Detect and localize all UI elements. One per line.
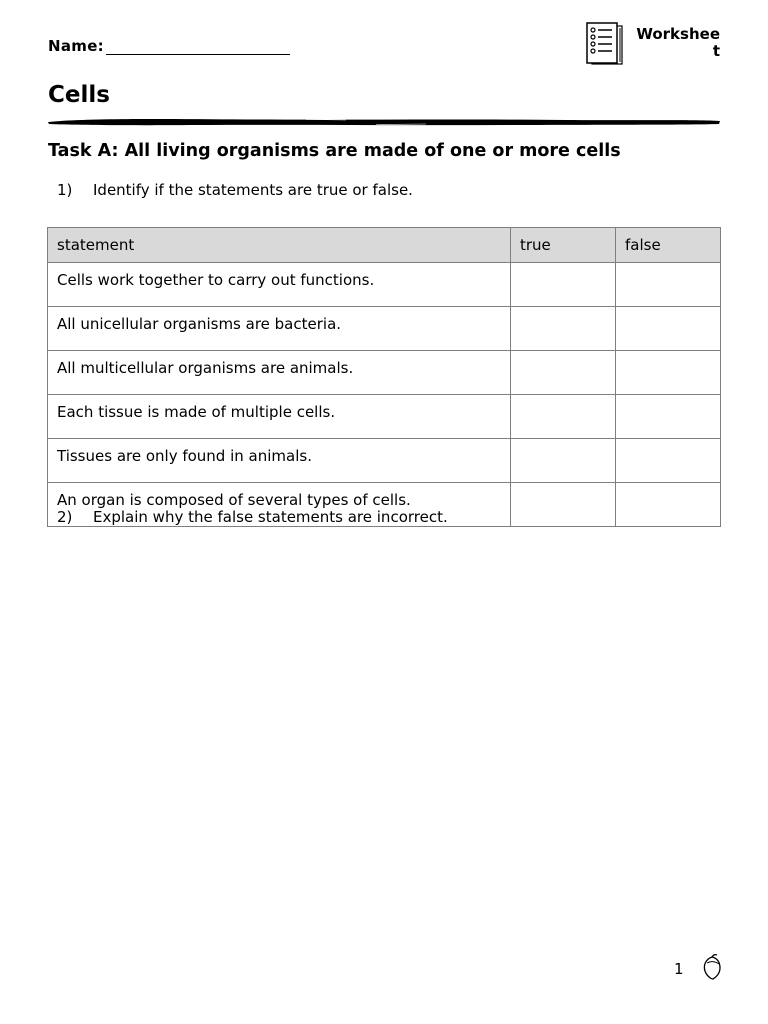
instruction-number: 1) [57, 181, 73, 199]
worksheet-label: Worksheet [636, 25, 720, 60]
false-answer-cell[interactable] [616, 395, 721, 439]
name-blank-line[interactable] [106, 36, 290, 55]
statement-cell: All multicellular organisms are animals. [48, 351, 511, 395]
brush-stroke-divider [46, 116, 722, 128]
name-label: Name: [48, 37, 104, 55]
page-title: Cells [48, 82, 110, 108]
true-answer-cell[interactable] [511, 307, 616, 351]
true-false-table [47, 227, 720, 527]
statement-cell: An organ is composed of several types of cells. [48, 483, 511, 527]
true-answer-cell[interactable] [511, 351, 616, 395]
table-row [48, 351, 721, 395]
false-answer-cell[interactable] [616, 439, 721, 483]
acorn-logo-icon [700, 953, 724, 981]
column-header-true: true [511, 228, 616, 263]
column-header-statement: statement [48, 228, 511, 263]
page-number: 1 [674, 960, 684, 978]
false-answer-cell[interactable] [616, 307, 721, 351]
table-row [48, 395, 721, 439]
statement-cell: All unicellular organisms are bacteria. [48, 307, 511, 351]
column-header-false: false [616, 228, 721, 263]
instruction-text: Explain why the false statements are incorrect. [93, 508, 448, 526]
statement-cell: Cells work together to carry out functions. [48, 263, 511, 307]
statement-cell: Tissues are only found in animals. [48, 439, 511, 483]
table-row [48, 307, 721, 351]
table-row [48, 439, 721, 483]
statement-cell: Each tissue is made of multiple cells. [48, 395, 511, 439]
false-answer-cell[interactable] [616, 263, 721, 307]
name-field-row [48, 36, 290, 55]
task-heading: Task A: All living organisms are made of one or more cells [48, 141, 621, 161]
checklist-document-icon [584, 22, 626, 68]
true-answer-cell[interactable] [511, 395, 616, 439]
worksheet-badge [584, 22, 720, 68]
instruction-number: 2) [57, 508, 73, 526]
table-row [48, 263, 721, 307]
table-header-row [48, 228, 721, 263]
true-answer-cell[interactable] [511, 263, 616, 307]
true-answer-cell[interactable] [511, 439, 616, 483]
instruction-2 [57, 508, 448, 526]
false-answer-cell[interactable] [616, 351, 721, 395]
true-answer-cell[interactable] [511, 483, 616, 527]
instruction-1 [57, 181, 413, 199]
false-answer-cell[interactable] [616, 483, 721, 527]
instruction-text: Identify if the statements are true or false. [93, 181, 413, 199]
